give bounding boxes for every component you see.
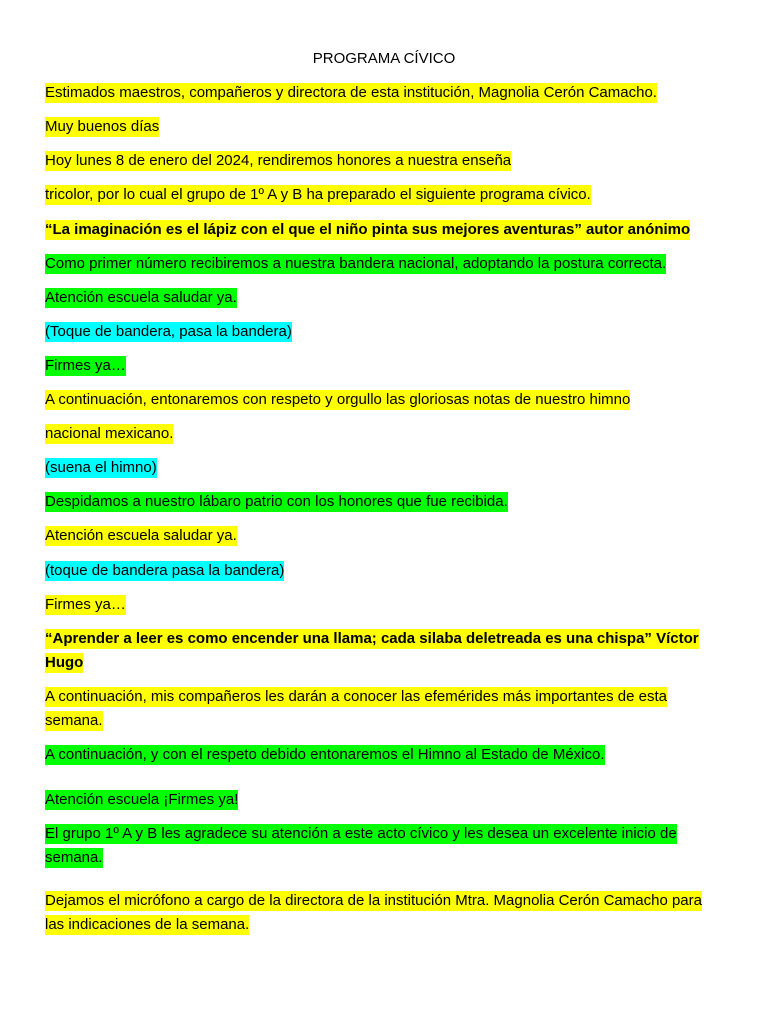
paragraph-good-morning	[45, 115, 725, 139]
paragraph-anthem-cont	[45, 422, 725, 446]
paragraph-date-intro	[45, 149, 725, 173]
line-text: tricolor, por lo cual el grupo de 1º A y B ha preparado el siguiente programa cívico.	[45, 186, 591, 203]
paragraph-handover	[45, 889, 725, 937]
line-text: Atención escuela saludar ya.	[45, 527, 237, 544]
line-text: Estimados maestros, compañeros y directora de esta institución, Magnolia Cerón Camacho.	[45, 84, 657, 101]
command-attention	[45, 354, 725, 378]
paragraph-date-intro-cont	[45, 183, 725, 207]
line-text: (suena el himno)	[45, 459, 157, 476]
paragraph-ephemerides	[45, 685, 725, 733]
paragraph-state-anthem	[45, 743, 725, 767]
line-text: Atención escuela saludar ya.	[45, 289, 237, 306]
paragraph-thanks	[45, 822, 725, 870]
line-text: “La imaginación es el lápiz con el que el niño pinta sus mejores aventuras” autor anónimo	[45, 221, 691, 238]
command-salute	[45, 286, 725, 310]
quote-imagination	[45, 218, 725, 242]
line-text: (Toque de bandera, pasa la bandera)	[45, 323, 292, 340]
line-text: Como primer número recibiremos a nuestra bandera nacional, adoptando la postura correcta.	[45, 255, 667, 272]
document-title-text: PROGRAMA CÍVICO	[312, 50, 456, 67]
stage-direction-anthem	[45, 456, 725, 480]
stage-direction-flag-2	[45, 559, 725, 583]
line-text: nacional mexicano.	[45, 425, 174, 442]
line-text: A continuación, mis compañeros les darán a conocer las efemérides más importantes de esta semana.	[45, 688, 667, 729]
line-text: (toque de bandera pasa la bandera)	[45, 562, 285, 579]
line-text: Dejamos el micrófono a cargo de la directora de la institución Mtra. Magnolia Cerón Camacho para las indicaciones de la semana.	[45, 892, 702, 933]
paragraph-farewell-flag	[45, 490, 725, 514]
paragraph-greeting	[45, 81, 725, 105]
command-attention-3	[45, 788, 725, 812]
line-text: Firmes ya…	[45, 357, 126, 374]
line-text: Muy buenos días	[45, 118, 160, 135]
line-text: Atención escuela ¡Firmes ya!	[45, 791, 239, 808]
line-text: “Aprender a leer es como encender una llama; cada silaba deletreada es una chispa” Víctor Hugo	[45, 630, 699, 671]
paragraph-anthem	[45, 388, 725, 412]
line-text: A continuación, y con el respeto debido entonaremos el Himno al Estado de México.	[45, 746, 605, 763]
line-text: Firmes ya…	[45, 596, 126, 613]
line-text: A continuación, entonaremos con respeto y orgullo las gloriosas notas de nuestro himno	[45, 391, 631, 408]
command-salute-2	[45, 524, 725, 548]
paragraph-receive-flag	[45, 252, 725, 276]
line-text: Despidamos a nuestro lábaro patrio con los honores que fue recibida.	[45, 493, 508, 510]
stage-direction-flag	[45, 320, 725, 344]
line-text: Hoy lunes 8 de enero del 2024, rendiremos honores a nuestra enseña	[45, 152, 512, 169]
document-title	[0, 48, 768, 70]
line-text: El grupo 1º A y B les agradece su atención a este acto cívico y les desea un excelente inicio de semana.	[45, 825, 677, 866]
command-attention-2	[45, 593, 725, 617]
quote-reading	[45, 627, 725, 675]
